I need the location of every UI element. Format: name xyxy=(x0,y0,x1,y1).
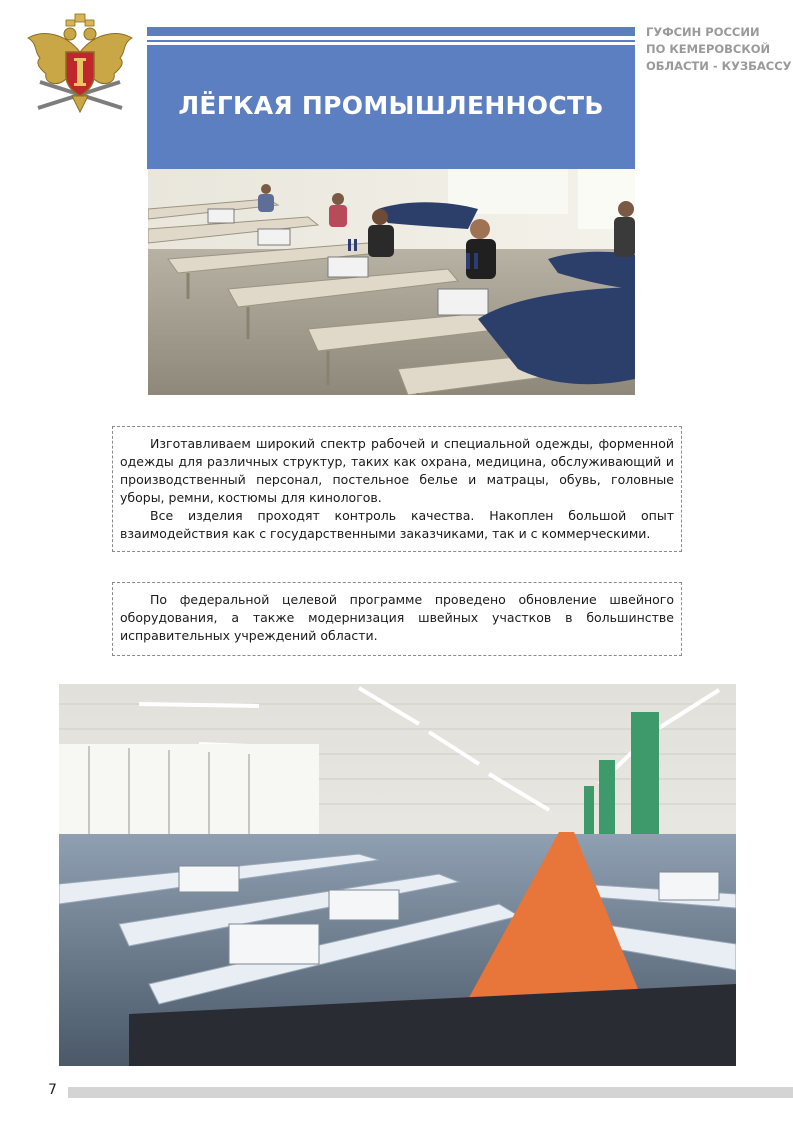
description-box xyxy=(112,426,682,552)
organization-name-line: ГУФСИН РОССИИ xyxy=(646,25,760,39)
sewing-hall-photo xyxy=(59,684,736,1066)
description-paragraph: Все изделия проходят контроль качества. Накоплен большой опыт взаимодействия как с государственными заказчиками, так и с коммерческими. xyxy=(120,508,674,541)
title-banner xyxy=(147,45,635,169)
footer-bar xyxy=(68,1087,793,1098)
organization-name-line: ПО КЕМЕРОВСКОЙ xyxy=(646,42,771,56)
organization-name xyxy=(646,24,792,75)
modernization-box xyxy=(112,582,682,656)
header-rule-thick xyxy=(147,27,635,36)
description-paragraph: Изготавливаем широкий спектр рабочей и специальной одежды, форменной одежды для различных структур, таких как охрана, медицина, обслуживающий и производственный персонал, постельное белье и матрацы, обувь, головные уборы, ремни, костюмы для кинологов. xyxy=(120,436,674,505)
header-rule-thin xyxy=(147,40,635,42)
emblem-icon xyxy=(24,12,136,120)
modernization-paragraph: По федеральной целевой программе проведено обновление швейного оборудования, а также модернизация швейных участков в большинстве исправительных учреждений области. xyxy=(120,592,674,643)
page-number: 7 xyxy=(48,1082,57,1098)
page-title: ЛЁГКАЯ ПРОМЫШЛЕННОСТЬ xyxy=(178,91,604,120)
organization-name-line: ОБЛАСТИ - КУЗБАССУ xyxy=(646,59,792,73)
sewing-workshop-photo xyxy=(148,169,635,395)
